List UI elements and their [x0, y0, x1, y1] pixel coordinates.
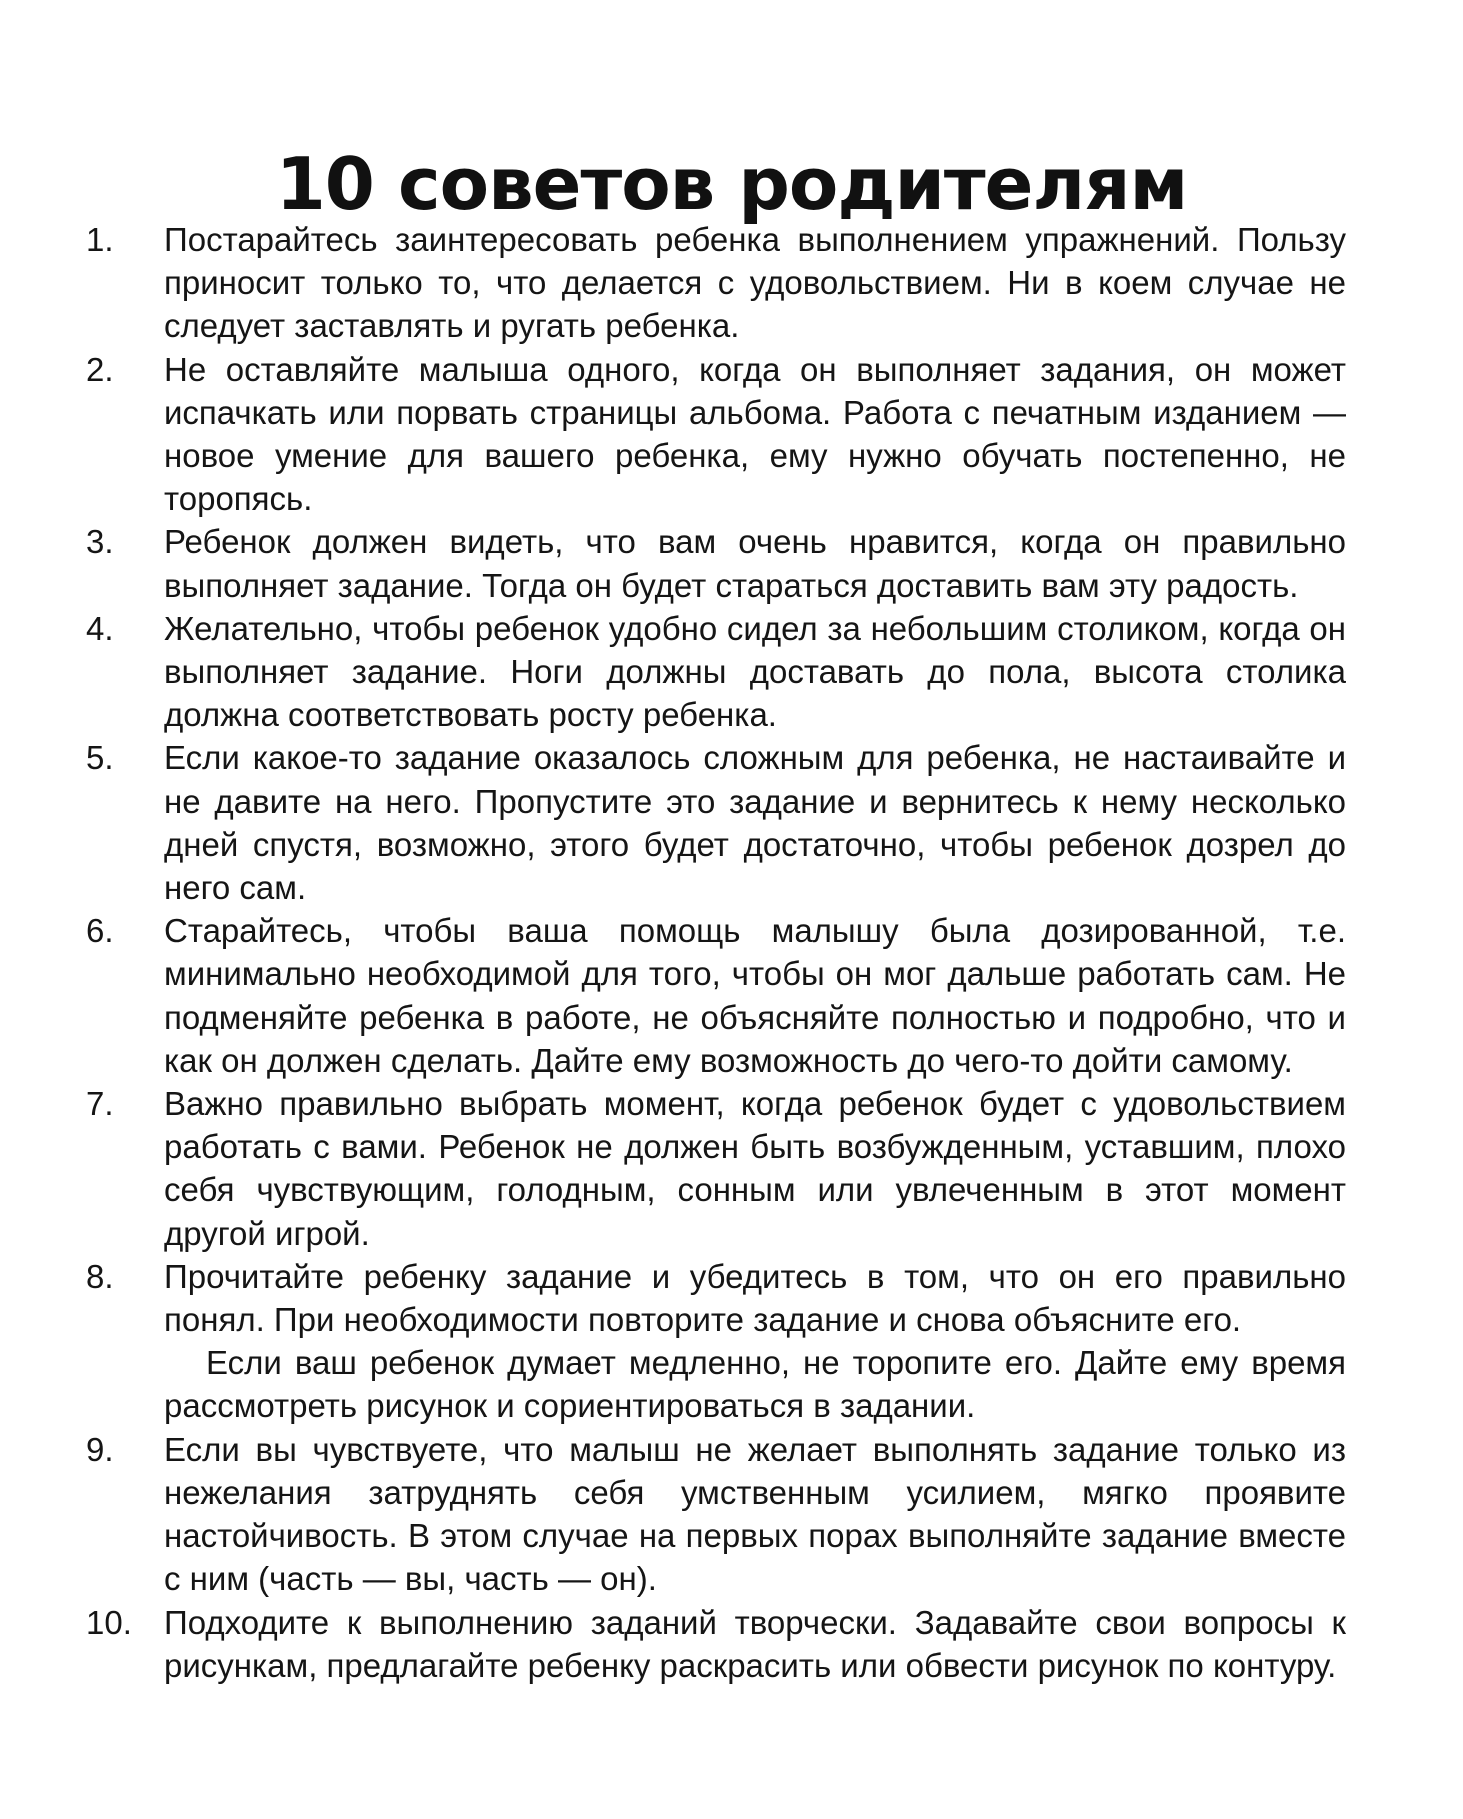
tip-item-1: [86, 218, 1346, 348]
tip-text: Если какое-то задание оказалось сложным для ребенка, не настаивайте и не давите на него. Пропустите это задание и вернитесь к нему несколько дней спустя, возможно, этого будет достаточно, чтобы ребенок дозрел до него сам.: [164, 739, 1346, 907]
tip-number: 8.: [86, 1257, 114, 1295]
tip-item-6: [86, 909, 1346, 1082]
tip-item-9: [86, 1428, 1346, 1601]
page-title: 10 советов родителям: [275, 142, 1188, 227]
tip-number: 10.: [86, 1603, 132, 1641]
tip-text: Если вы чувствуете, что малыш не желает выполнять задание только из нежелания затруднять себя умственным усилием, мягко проявите настойчивость. В этом случае на первых порах выполняйте задание вместе с ним (часть — вы, часть — он).: [164, 1430, 1346, 1598]
tip-text: Желательно, чтобы ребенок удобно сидел за небольшим столиком, когда он выполняет задание. Ноги должны доставать до пола, высота столика должна соответствовать росту ребенка.: [164, 609, 1346, 734]
tips-list: [86, 218, 1346, 1687]
tip-item-7: [86, 1082, 1346, 1255]
tip-number: 6.: [86, 912, 114, 950]
tip-text: Не оставляйте малыша одного, когда он выполняет задания, он может испачкать или порвать страницы альбома. Работа с печатным изданием — новое умение для вашего ребенка, ему нужно обучать постепенно, не торопясь.: [164, 350, 1346, 518]
tip-number: 2.: [86, 350, 114, 388]
tip-number: 5.: [86, 739, 114, 777]
tip-number: 9.: [86, 1430, 114, 1468]
tip-text: Подходите к выполнению заданий творчески. Задавайте свои вопросы к рисункам, предлагайте ребенку раскрасить или обвести рисунок по контуру.: [164, 1603, 1346, 1684]
tip-item-3: [86, 520, 1346, 606]
tip-item-5: [86, 736, 1346, 909]
tip-item-10: [86, 1601, 1346, 1687]
tip-item-2: [86, 348, 1346, 521]
tip-item-8: [86, 1255, 1346, 1428]
tip-number: 1.: [86, 221, 114, 258]
tip-extra-paragraph: Если ваш ребенок думает медленно, не торопите его. Дайте ему время рассмотреть рисунок и сориентироваться в задании.: [164, 1344, 1346, 1425]
tip-text: Постарайтесь заинтересовать ребенка выполнением упражнений. Пользу приносит только то, что делается с удовольствием. Ни в коем случае не следует заставлять и ругать ребенка.: [164, 221, 1346, 345]
tip-text: Важно правильно выбрать момент, когда ребенок будет с удовольствием работать с вами. Ребенок не должен быть возбужденным, уставшим, плохо себя чувствующим, голодным, сонным или увлеченным в этот момент другой игрой.: [164, 1085, 1346, 1252]
tip-text: Ребенок должен видеть, что вам очень нравится, когда он правильно выполняет задание. Тогда он будет стараться доставить вам эту радость.: [164, 523, 1346, 604]
tip-number: 7.: [86, 1085, 114, 1123]
tip-item-4: [86, 607, 1346, 737]
tip-text: Прочитайте ребенку задание и убедитесь в том, что он его правильно понял. При необходимости повторите задание и снова объясните его.: [164, 1257, 1346, 1339]
tip-number: 4.: [86, 609, 114, 647]
tip-text: Старайтесь, чтобы ваша помощь малышу была дозированной, т.е. минимально необходимой для того, чтобы он мог дальше работать сам. Не подменяйте ребенка в работе, не объясняйте полностью и подробно, что и как он должен сделать. Дайте ему возможность до чего-то дойти самому.: [164, 912, 1346, 1079]
tip-number: 3.: [86, 523, 114, 561]
